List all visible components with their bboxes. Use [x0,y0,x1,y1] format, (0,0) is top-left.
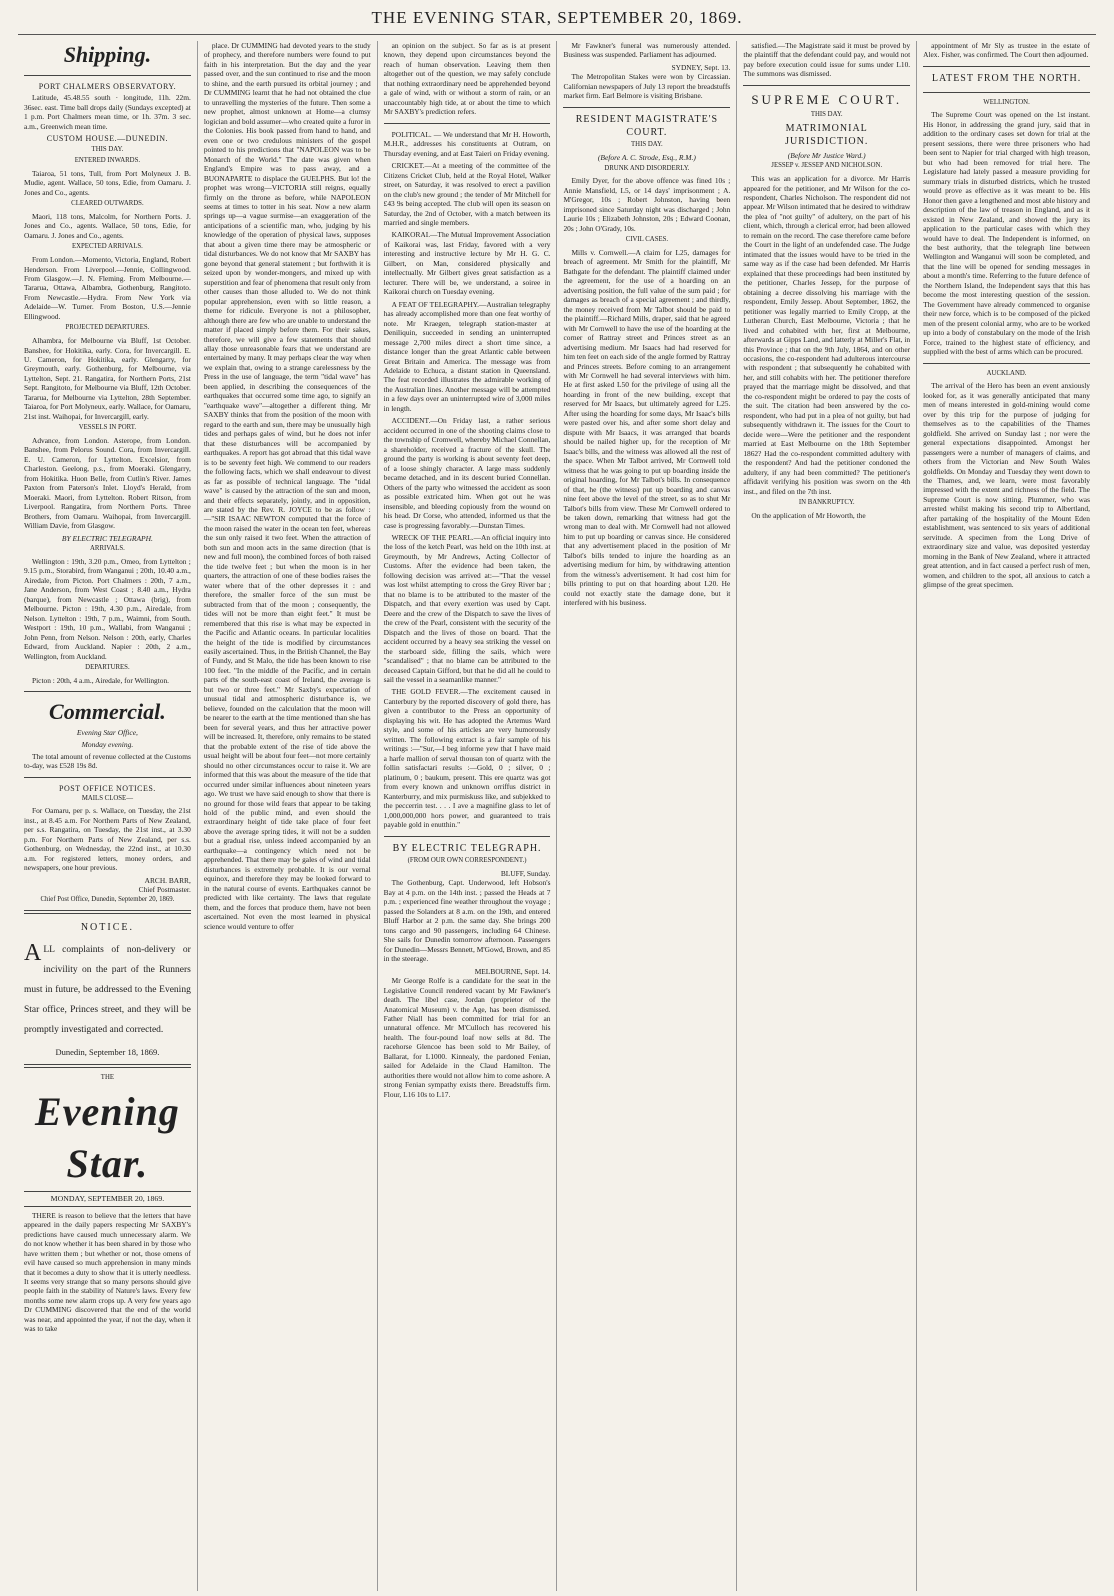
editorial-continued: place. Dr CUMMING had devoted years to the study of prophecy, and therefore numbers were found to put faith in his interpretation. But the day and the year passed over, and the sun continued to rise and the moon to shine, and the earth pursued its orbital journey ; and Dr CUMMING learnt that he had not obtained the clue to unravelling the mysteries of the future. Then some a new prophet, almost unknown at Home—a clumsy logician and bold assumer—who created quite a furor in the Colonies. His book passed from hand to hand, and even one or two credulous ministers of the gospel pointed to his predictions that "NAPOLEON was to be Monarch of the World." The date was given when England's Empire was to pass away, and a BUONAPARTE to displace the GUELPHS. But lo! the prophet was wrong—VICTORIA still reigns, equally firmly on the throne as before, while NAPOLEON seems at times to totter in his seat. Now a new alarm springs up—a vague surmise—an exaggeration of the anticipations of a scientific man, who, judging by his knowledge of the operation of physical laws, supposes that about a given time there may be atmospheric or tidal disturbances. We do not know that Mr SAXBY has gone beyond that general statement ; but forthwith it is seized upon by wonder-mongers, and mixed up with superstition and fear of phenomena that result only from other causes than those alluded to. We do not think popular apprehension, even with so little reason, a theme for ridicule. Everyone is not a philosopher, although there are few who are unable to understand the matter if placed simply before them. For their sakes, therefore, we will give a few statements that should allay those unreasonable fears that we understand are entertained by many. It may perhaps clear the way when we explain that, owing to a strange carelessness by the Press in the use of language, the term "tidal wave" has been applied, in describing the consequences of the earthquakes that occurred some time ago, to signify an "earthquake wave"—altogether a different thing. Mr SAXBY thinks that from the position of the moon with regard to the earth and sun, there may be unusually high tides and perhaps gales of wind, but he does not infer that these disturbances will be accompanied by earthquakes. A report has got abroad that this tidal wave is to be seventy feet high. We commend to our readers the following facts, which we shall endeavour to divest as far as possible of technical language. The "tidal wave" is caused by the attraction of the sun and moon, and their effects separately, jointly, and in opposition, are stated by the Rev. R. JOYCE to be as follow :—"SIR ISAAC NEWTON computed that the force of the moon raised the water in the ocean ten feet, whereas the sun only raised it two feet. When the attraction of both sun and moon acts in the same direction (that is new and full moon), the combined forces of both raised the tide twelve feet ; but when the moon is in her quarters, the attraction of one of these bodies raises the water where that of the other depresses it : and therefore, the smaller force of the sun must be subtracted from that of the moon ; consequently, the tides will not be more than eight feet." It must be remembered that this rise is what may be expected in the Pacific and Atlantic oceans. In particular localities the height of the tide is modified by circumstances easily ascertained. Thus, in the British Channel, the Bay of Fundy, and St Malo, the tide has been known to rise 100 feet. "In the middle of the Pacific, and in certain parts of the south-east coast of Ireland, the average is but two or three feet." Mr Saxby's expectation of unusual tidal and atmospheric disturbance is, we believe, founded on the calculation that the moon will be nearer to the earth at the time mentioned than she has been for several years, and thus her attractive power will be increased. It, therefore, only remains to be stated that the probable extent of the rise of tide above the usual height will be about four feet—not more certainly should no other circumstances occur to raise it. We are informed that this was about the measure of the tide that occurred under similar influences about nineteen years ago. We trust we have said enough to show that there is no ground for those wild fears that appear to be taking hold of the public mind, and even should the extraordinary height of tide take place of four feet above the average spring tides, it will not be a sudden but a gradual rise, unless indeed accompanied by an earthquake—a contingency which need not be apprehended. That there may be gales of wind and tidal disturbances is extremely probable. It is our vernal equinox, and therefore they may be looked forward to in the natural course of events. Earthquakes cannot be predicted with like certainty. The laws that regulate them, and the forces that produce them, have not been ascertained. Not even the most learned in physical science would venture to offer [203,41,371,931]
editorial-end: an opinion on the subject. So far as is at present known, they depend upon circumstances beyond the reach of human observation. Leaving them then altogether out of the question, we may safely conclude that nothing extraordinary need be apprehended beyond a gale of wind, with or without a storm of rain, or an unaccountably high tide, at or about the time to which Mr SAXBY's prediction refers. [383,41,551,117]
divider [24,75,191,76]
this-day-label: THIS DAY. [91,145,124,153]
notice-body [24,941,191,1041]
divider [563,107,730,108]
divider [24,691,191,692]
bankruptcy-heading: IN BANKRUPTCY. [798,499,855,506]
page-masthead: THE EVENING STAR, SEPTEMBER 20, 1869. [18,0,1096,35]
bluff-dateline: BLUFF, Sunday. [500,868,551,878]
civil-continued: satisfied.—The Magistrate said it must be proved by the plaintiff that the defendant could pay, and would not pay before execution could issue for sums under L10. The summons was dismissed. [743,41,911,79]
cleared-text: Maori, 118 tons, Malcolm, for Northern Ports. J. Jones and Co., agents. Wallace, 50 tons, Edie, for Oamaru. J. Jones and Co., agents. [24,211,191,240]
bluff-text: The Gothenburg, Capt. Underwood, left Hobson's Bay at 4 p.m. on the 14th inst. ; passed the Heads at 7 p.m. ; experienced fine weather throughout the voyage ; passed the Solanders at 8 a.m. on the 19th, and entered Bluff Harbor at 2 p.m. the same day. She brings 200 tons cargo and 90 passengers, including 64 Chinese. She sails for Dunedin tomorrow afternoon. Passengers for Dunedin—Messrs Bennett, M'Gowd, Brown, and 85 in the steerage. [383,878,551,964]
vessels-heading: VESSELS IN PORT. [78,424,137,432]
melbourne-dateline: MELBOURNE, Sept. 14. [474,966,551,976]
commercial-evening: Monday evening. [81,739,134,749]
columns [18,41,1096,1591]
notice-dropcap: A [24,940,42,967]
divider [923,92,1090,93]
drunk-text: Emily Dyer, for the above offence was fined 10s ; Annie Mansfield, L5, or 14 days' imprisonment ; A. M'Gregor, 10s ; Robert Johnston, having been imprisoned since Saturday night was discharged ; John Laurie 10s ; Elizabeth Johnston, 20s ; Edward Coonan, 20s ; John O'Grady, 10s. [563,176,731,233]
auckland-text: The arrival of the Hero has been an event anxiously looked for, as it was generally anticipated that many men of means interested in gold-mining would come over by this trip for the purpose of judging for themselves as to the capabilities of the Thames goldfield. She arrived on Sunday last ; nor were the general expectations disappointed. Amongst her passengers were a number of managers of claims, and others from the Victorian and New South Wales goldfields. On Monday and Tuesday they went down to the Thames, and, we learn, were most favorably impressed with the extent and richness of the field. The Supreme Court is now sitting. Plummer, who was arrested whilst making his second trip to Albertland, after partaking of the hospitality of the Mount Eden establishment, was sentenced to six years of additional servitude. A specimen from the Long Drive of extraordinary size and value, was deposited yesterday morning in the Bank of New Zealand, where it attracted great attention, and in fact caused a perfect rush of men, women, and children to the spot, all anxious to catch a glimpse of the great specimen. [923,381,1090,590]
this-day-label: THIS DAY. [810,110,843,118]
post-signature-title: Chief Postmaster. [138,885,191,895]
divider [24,910,191,914]
entered-heading: ENTERED INWARDS. [74,157,141,165]
expected-text: From London.—Momento, Victoria, England, Robert Henderson. From Liverpool.—Jennie, Collingwood. From Glasgow.—J. N. Fleming. From Melbourne.—Tararua, Ottawa, Albambra, Gothenburg, Rangitoto. From Newcastle.—Hydra. From New York via Adelaide—W. Turner. From Boston, U.S.—Jennie Ellingwood. [24,255,191,321]
post-signature-name: ARCH. BARR, [144,875,191,885]
case-heading: JESSEP v. JESSEP AND NICHOLSON. [771,162,883,170]
evening-star-title: Evening Star. [35,1089,180,1186]
port-obs-text: Latitude, 45.48.55 south · longitude, 11h. 22m. 36sec. east. Time ball drops daily (Sundays excepted) at 1 p.m. Port Chalmers mean time, or 1h. 37m. 3 sec. a.m., Greenwich mean time. [24,93,191,131]
column-2 [198,41,378,1591]
expected-heading: EXPECTED ARRIVALS. [71,243,143,251]
sydney-dateline: SYDNEY, Sept. 13. [671,62,731,72]
departures-text: Picton : 20th, 4 a.m., Airedale, for Wellington. [32,675,169,685]
commercial-heading: Commercial. [49,699,166,725]
political-item: POLITICAL. — We understand that Mr H. Howorth, M.H.R., addresses his constituents at Outram, on Thursday evening, and at East Taieri on Friday evening. [383,129,551,158]
post-signature-place: Chief Post Office, Dunedin, September 20, 1869. [40,895,175,903]
sydney-text: The Metropolitan Stakes were won by Circassian. Californian newspapers of July 13 report the breadstuffs market firm. Earl Belmore is visiting Brisbane. [563,72,731,101]
civil-heading: CIVIL CASES. [625,236,669,244]
arrivals-text: Wellington : 19th, 3.20 p.m., Omeo, from Lyttelton ; 9.15 p.m., Storabird, from Wanganui ; 20th, 10.40 a.m., Airedale, from Picton. Port Chalmers : 20th, 7 a.m., Jane Anderson, from West Coast ; 8.40 a.m., Hydra (barque), from Newcastle ; Ottawa (brig), from Melbourne. Picton : 19th, 4.30 p.m., Airedale, from Nelson. Lyttelton : 19th, 7 p.m., Waimni, from South. Westport : 19th, 10 p.m., Wallabi, from Wanganui ; John Penn, from Nelson. Nelson : 20th, early, Charles Edward, from Auckland. Napier : 20th, 2 a.m., Wellington, from Auckland. [24,556,191,661]
vessels-text: Advance, from London. Asterope, from London. Banshee, from Pelorus Sound. Cora, from Invercargill. E. U. Cameron, for Lyttelton. Excelsior, from Charleston. Geelong, p.s., from Moeraki. Glengarry, from Hokitika. Huon Belle, from Cutlin's River. James Paxton from Paterson's Inlet. Lloyd's Herald, from Moeraki. Maori, from Lyttelton. Robert Ritson, from Liverpool. Rangatira, from Northern Ports. Three Brothers, from Oamaru. Waihopai, from Invercargill. William Davie, from Glasgow. [24,435,191,531]
divider [923,66,1090,67]
divider [24,777,191,778]
melbourne-text: Mr George Rolfe is a candidate for the seat in the Legislative Council rendered vacant by Mr Fawkner's death. The libel case, Jordan (proprietor of the Anatomical Museum) v. the Age, has been dismissed. Father Niall has been committed for trial for an unnatural offence. Mr M'Culloch has recovered his health. The four-pound loaf now sells at 8d. The racehorse Glencoe has been sold to Mr Bailey, of Ballarat, for L1000. Kinnealy, the pardoned Fenian, sailed for Adelaide in the Claud Hamilton. The authorities there would not allow him to come ashore. A strong Fenian sympathy exists there. Breadstuffs firm. Flour, L16 10s to L17. [383,976,551,1099]
rm-court-heading: RESIDENT MAGISTRATE'S COURT. [575,113,719,138]
projected-text: Alhambra, for Melbourne via Bluff, 1st October. Banshee, for Hokitika, early. Cora, for Invercargill. E. U. Cameron, for Hokitika, early. Glengarry, for Greymouth, early. Gothenburg, for Melbourne, via Lyttelton, Sept. 21. Rangatira, for Northern Ports, 21st Sept. Rangitoto, for Melbourne via Bluff, 12th October. Tararua, for Melbourne via Lyttelton, 28th September. Taiaroa, for Port Molyneux, early. Wallace, for Oamaru, 21st inst. Waihopai, for Invercargill, early. [24,336,191,421]
post-office-heading: POST OFFICE NOTICES. [59,783,156,793]
accident-item: ACCIDENT.—On Friday last, a rather serious accident occurred in one of the shooting claims close to the township of Cromwell, whereby Michael Connellan, a shareholder, received a fracture of the skull. The ground the party is working is about seventy feet deep, of a loose shingly character. A large mass suddenly became detached, and in its descent buried Connellan. Others of the party who witnessed the accident as soon as possible extricated him. When got out he was insensible, and bleeding copiously from the wound on his head. Dr Corse, who attended, informed us that the case is progressing favorably.—Dunstan Times. [383,416,551,530]
notice-date: Dunedin, September 18, 1869. [55,1046,160,1057]
the-label: THE [100,1073,115,1081]
column-3 [378,41,558,1591]
telegraphy-item: A FEAT OF TELEGRAPHY.—Australian telegraphy has already accomplished more than one feat worthy of note. Mr Kraegen, telegraph station-master at Deniliquin, succeeded in sending an uninterrupted message 2,700 miles direct a short time since, a distance longer than the great Atlantic cable between Great Britain and America. The message was from Adelaide to Echuca, a distant station in Queensland. The feat recorded illustrates the admirable working of the Australian lines. Another message will be attempted in a few days over an uninterrupted wire of 3,000 miles in length. [383,299,551,413]
entered-text: Taiaroa, 51 tons, Tull, from Port Molyneux J. B. Mudie, agent. Wallace, 50 tons, Edie, from Oamaru. J. Jones and Co., agents. [24,168,191,197]
matrimonial-heading: MATRIMONIAL JURISDICTION. [785,123,869,147]
notice-text: LL complaints of non-delivery or incivility on the part of the Runners must in future, be addressed to the Evening Star office, Princes street, and they will be promptly investigated and corrected. [24,945,191,1035]
divider [384,836,551,837]
auckland-heading: AUCKLAND. [986,369,1027,377]
bankruptcy-text: On the application of Mr Howorth, the [751,510,866,520]
cleared-heading: CLEARED OUTWARDS. [71,200,144,208]
column-6 [917,41,1096,1591]
drunk-heading: DRUNK AND DISORDERLY. [604,164,690,172]
shipping-heading: Shipping. [63,42,152,67]
evening-star-date: MONDAY, SEPTEMBER 20, 1869. [24,1191,191,1207]
wreck-item: WRECK OF THE PEARL.—An official inquiry into the loss of the ketch Pearl, was held on the 10th inst. at Greymouth, by Mr Andrews, Acting Collector of Customs. After the evidence had been taken, the following decision was arrived at:—"That the vessel was lost whilst attempting to cross the Grey River bar ; that no blame is to be attributed to the master of the Dispatch, and that every exertion was used by Capt. Deere and the crew of the Dispatch to save the lives of the crew of the Pearl, consistent with the security of the Dispatch and the lives of those on board. That the accident occurred by a heavy sea striking the vessel on the starboard side, filling the sails, which were "scandalised" ; that no blame can be attributed to the deceased Captain Gifford, but that he did all he could to sail the vessel in a seamanlike manner." [383,532,551,684]
correspondent-label: (FROM OUR OWN CORRESPONDENT.) [407,857,527,865]
column-5 [737,41,917,1591]
editorial-text: THERE is reason to believe that the letters that have appeared in the daily papers respecting Mr SAXBY's predictions have caused much unnecessary alarm. We do not know whether it has been shared in by those who have written them ; but whether or not, those omens of evil have caused so much apprehension in many minds that it becomes a duty to show that it is utterly needless. It seems very strange that so many persons should give people faith in the stability of Nature's laws. Every few months some new alarm crops up. A very few years ago Dr CUMMING discovered that the end of the world was near, and appointed the year, if not the day, when it was to take [24,1210,191,1334]
arrivals-heading: ARRIVALS. [90,545,125,553]
port-obs-heading: PORT CHALMERS OBSERVATORY. [38,82,177,92]
this-day-label: THIS DAY. [631,141,663,149]
departures-heading: DEPARTURES. [85,664,130,672]
telegraph-heading: BY ELECTRIC TELEGRAPH. [61,533,153,543]
divider [24,1064,191,1068]
custom-house-heading: CUSTOM HOUSE.—DUNEDIN. [46,134,169,144]
civil-text: Mills v. Cornwell.—A claim for L25, damages for breach of agreement. Mr Smith for the plaintiff, Mr Bathgate for the defendant. The plaintiff claimed under the agreement, for the use of a hoarding on an advertising position, the full value of the sum paid ; for damages as breach of a special agreement ; and thirdly, the money received from Mr Talbot should be paid to the plaintiff.—Richard Mills, draper, said that he agreed with Mr Cornwell to have the use of the hoarding at the corner of Rattray street and Princes street as an advertising medium. Mr Isaacs had had reserved for him ten feet on each side of the angle formed by Rattray and Princes streets. Before coming to an arrangement with Mr Cornwell he had several interviews with him. He at first asked L50 for the privilege of using all the hoarding in front of the new building, except that reserved for Mr Isaacs, but ultimately agreed for L25. After using the hoarding for some days, Mr Isaac's bills were pasted over his, and after some short delay and dispute with Mr Isaacs, it was arranged that boards should be nailed higher up, for the reception of Mr Isaac's bills, and the witness was allowed all the rest of the space. When Mr Talbot arrived, Mr Cornwell told witness that he was going to put up boarding inside the original hoarding, for Mr Talbot's bills. In consequence of that, he (the witness) put up boarding and canvas nine feet above the level of the street, so as to shut Mr Talbot's bills from view. These Mr Cornwell ordered to be taken down, remarking that witness had got the wrong man to deal with. Mr Cornwell had not allowed him to put up boarding or canvas since. He considered that any advertisement placed in the position of Mr Talbot's bills tended to injure the hoarding as an advertising medium for him, by withdrawing attention from the witness's advertisement. It had cost him for bills printing to put on that hoarding about L20. He could not exactly state the damage done, but it interfered with his business. [563,247,731,608]
wellington-text: The Supreme Court was opened on the 1st instant. His Honor, in addressing the grand jury, said that in addition to the ordinary cases set down for trial at the present sessions, there were three prisoners who had been sent to Napier for trial charged with high treason, but who had been removed for trial here. The Legislature had lately passed a measure providing for summary trials in disturbed districts, which he trusted would prove as effective as it was meant to be. His Honor then gave a lengthened and most able history and description of the law of treason in England, and as it existed in New Zealand, and showed the jury its application to the particular cases with which they would have to deal. The Independent is informed, on the best authority, that the telegraph line between Wellington and Wanganui will soon be completed, and that the line will be opened for sending messages in about a month's time. Referring to the future defence of the Northern Island, the Independent says that this has become the most interesting question of the session. The Government have already commenced to organise their new force, which is to be composed of the picked men of the present colonial army, who are to be worked up into a body of constabulary on the mode of the Irish Force, trained to the highest state of efficiency, and supplied with the best of arms which can be procured. [923,110,1090,357]
column-4 [557,41,737,1591]
telegraph-heading-2: BY ELECTRIC TELEGRAPH. [392,842,542,854]
post-office-text: For Oamaru, per p. s. Wallace, on Tuesday, the 21st inst., at 8.45 a.m. For Northern Parts of New Zealand, per s.s. Rangatira, on Tuesday, the 21st inst., at 3.30 p.m. For Northern Parts of New Zealand, per s.s. Gothenburg, on Wednesday, the 22nd inst., at 10.30 a.m. For registered letters, money orders, and newspapers, one hour previous. [24,806,191,873]
divider [923,363,1090,364]
gold-fever-item: THE GOLD FEVER.—The excitement caused in Canterbury by the reported discovery of gold there, has given a contributor to the Press an opportunity of displaying his wit. He has adopted the Artemus Ward style, and some of his articles are very humorously written. The following extract is a fair sample of his writings :—"Sur,—I beg informe yew that I have maid a harfe mallion of serval thousan ton of quartz with the follin satisfactari results :—Gold, 0 ; silver, 0 ; platinum, 0 ; baukum, present. This ere quartz was got from every known and unknown orriffus district in Kanterburry, and mix purmiskuss like, and subjekked to the peccerrin test. . . . I ave a magnifine glass to let of 1,000,000,000 hors power, and guaranteed to trais payable gold in enutthin." [383,687,551,830]
latest-north-heading: LATEST FROM THE NORTH. [931,72,1082,84]
mails-close-label: MAILS CLOSE— [81,794,133,802]
commercial-text: The total amount of revenue collected at the Customs to-day, was £528 19s 8d. [24,751,191,771]
before-label: (Before A. C. Strode, Esq., R.M.) [597,153,696,163]
melbourne-continued: Mr Fawkner's funeral was numerously attended. Business was suspended. Parliament has adjourned. [563,41,731,60]
divider [743,85,910,86]
cricket-item: CRICKET.—At a meeting of the committee of the Citizens Cricket Club, held at the Royal Hotel, Walker street, on Saturday, it was resolved to erect a pavilion on the club's new ground ; the tender of Mr Mitchell for £43 9s being accepted. The club will open its season on Saturday, the 2nd of October, with a match between its married and single members. [383,161,551,227]
case-text: This was an application for a divorce. Mr Harris appeared for the petitioner, and Mr Wilson for the co-respondent, Charles Nicholson. The respondent did not appear. Mr Wilson intimated that he desired to withdraw the plea of "not guilty" of adultery, on the part of his client, which, through a clerical error, had been allowed to remain on the record. The case therefore came before the Court in the light of an undefended case. The Judge intimated that the issues would have to be tried in the same way as if the case had been defended. Mr Harris explained that these proceedings had been instituted by the petitioner, Charles Jessep, for the purpose of obtaining a decree dissolving his marriage with the respondent, Emily Jessep. About September, 1862, the petitioner was legally married to Emily Cropp, at the Lutheran Church, East Melbourne, Victoria ; that he lived and cohabited with her, first at Melbourne, afterwards at Gipps Land, and latterly at Miller's Flat, in this Province ; that on the 9th July, 1864, and on other occasions, the co-respondent had adulterous intercourse with respondent ; that subsequently he cohabited with her, and still cohabits with her. The petitioner therefore prayed that the marriage might be dissolved, and that the co-respondent might be ordered to pay the costs of the suit. The citation had been answered by the co-respondent, who had put in a plea of not guilty, but had subsequently withdrawn it. The issues for the Court to decide were—Were the petitioner and the respondent married at East Melbourne on the 18th September 1862? Had the co-respondent committed adultery with the respondent? And had the petitioner condoned the adultery, if any had been committed? The petitioner's affidavit verifying his position was sworn on the 4th inst., and filed on the 7th inst. [743,174,911,496]
column-1 [18,41,198,1591]
wellington-heading: WELLINGTON. [983,98,1030,106]
divider [384,123,551,124]
projected-heading: PROJECTED DEPARTURES. [65,324,150,332]
supreme-court-heading: SUPREME COURT. [751,91,903,107]
commercial-office: Evening Star Office, [76,728,138,738]
bankruptcy-continued: appointment of Mr Sly as trustee in the estate of Alex. Fisher, was confirmed. The Court then adjourned. [923,41,1090,60]
before-justice: (Before Mr Justice Ward.) [787,150,866,160]
kaikorai-item: KAIKORAI.—The Mutual Improvement Association of Kaikorai was, last Friday, favored with a very interesting and instructive lecture by Mr H. G. C. Gilbert, on Man, considered physically and intellectually. Mr Gilbert gives great satisfaction as a lecturer. There will be, we understand, a soiree in Kaikorai church on Tuesday evening. [383,230,551,297]
notice-heading: NOTICE. [80,922,134,934]
